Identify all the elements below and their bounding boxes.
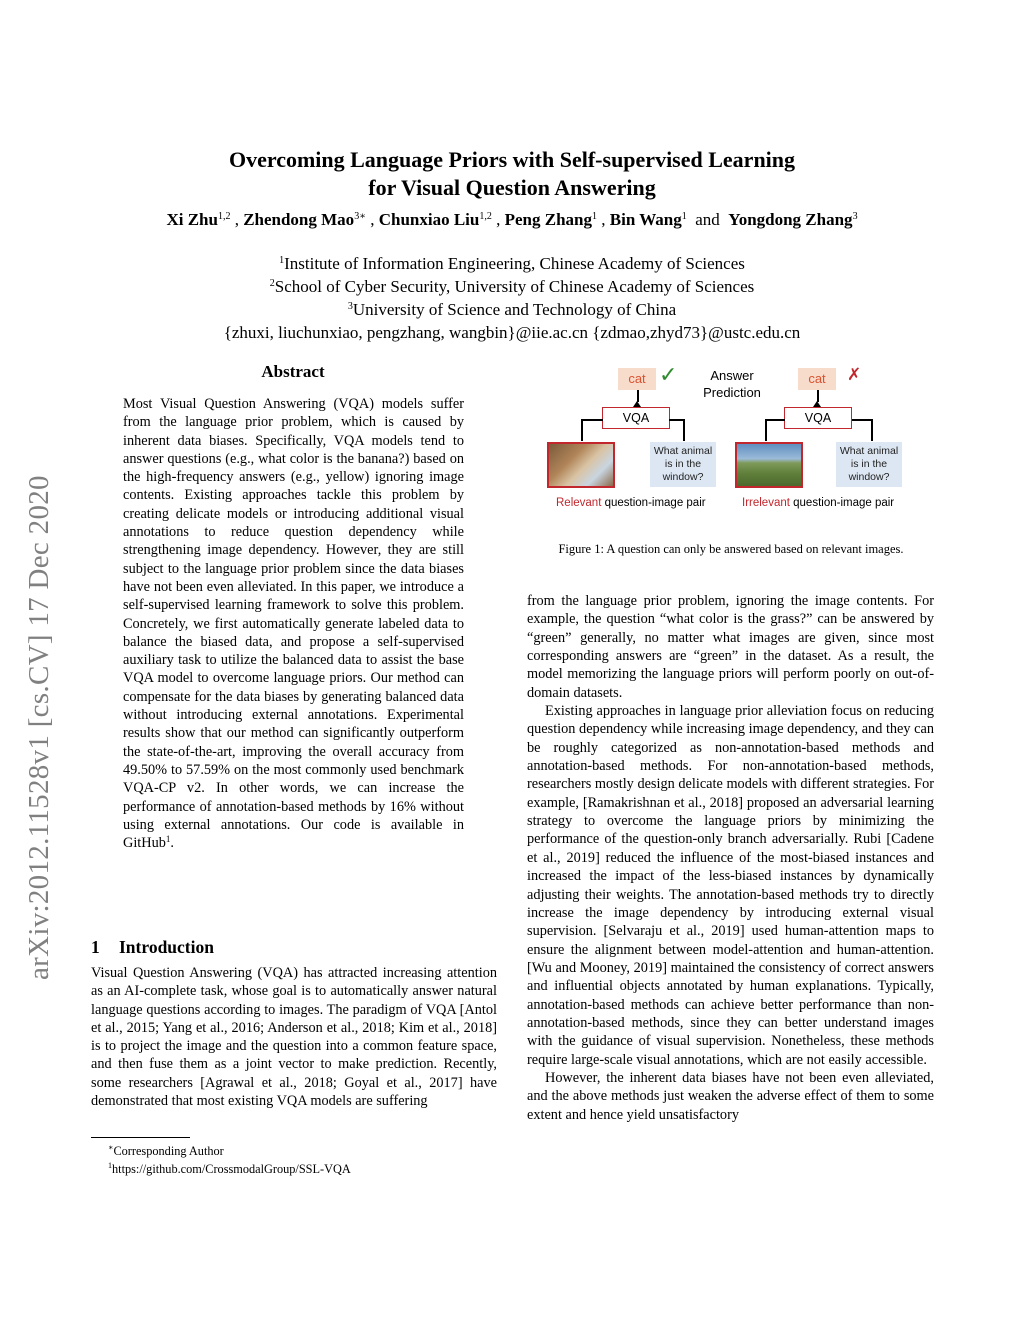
cross-icon: ✗ bbox=[847, 365, 862, 384]
author-name: Xi Zhu bbox=[166, 210, 218, 229]
irrelevant-word: Irrelevant bbox=[742, 497, 790, 509]
author-sup: 1,2 bbox=[217, 211, 231, 222]
aff-sup: 2 bbox=[269, 278, 275, 289]
figure-1 bbox=[538, 362, 928, 522]
connector bbox=[683, 419, 685, 441]
arrow-up-icon bbox=[813, 401, 821, 407]
footnote-link[interactable]: https://github.com/CrossmodalGroup/SSL-VQA bbox=[112, 1162, 351, 1176]
paragraph: Existing approaches in language prior alleviation focus on reducing question dependency while increasing image dependency, and they can be roughly categorized as non-annotation-based methods and annotation-based methods. For non-annotation-based methods, researchers mostly design delicate models with different strategies. For example, [Ramakrishnan et al., 2018] proposed an adversarial learning strategy to overcome the language priors by minimizing the performance of the question-only branch adversarially. Rubi [Cadene et al., 2019] reduced the influence of the most-biased instances and increased the impact of the less-biased instances by dynamically adjusting their weights. The annotation-based methods try to directly increase the image dependency by introducing external visual supervision. [Selvaraju et al., 2019] used human-attention maps to ensure the alignment between model-attention and human-attention. [Wu and Mooney, 2019] maintained the consistency of correct answers and influential objects annotated by human explanations. Typically, annotation-based methods can achieve better performance than non-annotation-based methods, since they can better understand images with the guidance of visual supervision. Nonetheless, these methods require large-scale visual annotations, which are not easily accessible. bbox=[527, 703, 934, 1068]
arrow-up-icon bbox=[633, 401, 641, 407]
intro-paragraph: Visual Question Answering (VQA) has attracted increasing attention as an AI-complete task, whose goal is to automatically answer natural language questions according to images. The paradigm of VQA [Antol et al., 2015; Yang et al., 2016; Anderson et al., 2018; Kim et al., 2018] is to project the image and the question into a common feature space, and then fuse them as a joint vector to make prediction. Recently, some researchers [Agrawal et al., 2018; Goyal et al., 2017] have demonstrated that most existing VQA models are suffering bbox=[91, 965, 497, 1110]
figure-caption: Figure 1: A question can only be answered based on relevant images. bbox=[558, 542, 904, 556]
affiliation: University of Science and Technology of China bbox=[352, 300, 677, 319]
section-heading bbox=[91, 937, 214, 958]
connector bbox=[852, 419, 872, 421]
author-sup: 3 bbox=[852, 211, 858, 222]
emails: {zhuxi, liuchunxiao, pengzhang, wangbin}@iie.ac.cn {zdmao,zhyd73}@ustc.edu.cn bbox=[223, 323, 801, 342]
footnote-rule bbox=[91, 1137, 190, 1138]
arxiv-stamp bbox=[14, 350, 64, 980]
author-sup: 3∗ bbox=[354, 211, 366, 222]
connector bbox=[669, 419, 684, 421]
cat-window-photo bbox=[547, 442, 615, 488]
author-name: Peng Zhang bbox=[504, 210, 593, 229]
and-word: and bbox=[695, 210, 720, 229]
abstract-body bbox=[123, 395, 464, 852]
pair-suffix: question-image pair bbox=[789, 497, 895, 509]
section-number: 1 bbox=[91, 937, 100, 957]
paper-title bbox=[0, 146, 1024, 202]
author-name: Bin Wang bbox=[609, 210, 682, 229]
answer-prediction-label: Answer Prediction bbox=[703, 368, 761, 400]
footnote-mark: ∗ bbox=[108, 1143, 114, 1152]
question-box-right: What animal is in the window? bbox=[836, 442, 902, 487]
connector bbox=[871, 419, 873, 441]
footnote-mark: 1 bbox=[108, 1161, 112, 1170]
connector bbox=[581, 419, 603, 421]
grassland-photo bbox=[735, 442, 803, 488]
pair-label-irrelevant bbox=[742, 497, 894, 509]
answer-box-relevant: cat bbox=[618, 368, 656, 390]
author-name: Yongdong Zhang bbox=[728, 210, 853, 229]
abstract-heading: Abstract bbox=[261, 362, 325, 381]
affiliation: Institute of Information Engineering, Chinese Academy of Sciences bbox=[284, 254, 745, 273]
affiliation: School of Cyber Security, University of Chinese Academy of Sciences bbox=[274, 277, 755, 296]
paragraph: However, the inherent data biases have not been even alleviated, and the above methods just weaken the adverse effect of them to some extent and hence yield unsatisfactory bbox=[527, 1069, 934, 1123]
author-sup: 1 bbox=[592, 211, 598, 222]
paragraph: from the language prior problem, ignoring the image contents. For example, the question “what color is the grass?” can be answered by “green” generally, no matter what images are given, since most corresponding answers are “green” in the dataset. As a result, the model memorizing the language priors will perform poorly on out-of-domain datasets. bbox=[527, 593, 934, 701]
footnote-text: Corresponding Author bbox=[113, 1144, 224, 1158]
pair-label-relevant bbox=[556, 497, 706, 509]
arxiv-id: arXiv:2012.11528v1 [cs.CV] 17 Dec 2020 bbox=[23, 475, 55, 980]
abstract-text: Most Visual Question Answering (VQA) models suffer from the language prior problem, which is caused by inherent data biases. Specifically, VQA models tend to answer questions (e.g., what color is the banana?) based on the high-frequency answers (e.g., yellow) ignoring image contents. Existing approaches tackle this problem by creating delicate models or introducing additional visual annotations to reduce question dependency while strengthening image dependency. However, they are still subject to the language prior problem since the data biases have not been even alleviated. In this paper, we introduce a self-supervised learning framework to solve this problem. Concretely, we first automatically generate labeled data to balance the biased data, and propose a self-supervised auxiliary task to utilize the balanced data to assist the base VQA model to overcome language priors. Our method can compensate for the data biases by generating balanced data without introducing external annotations. Experimental results show that our method can significantly outperform the state-of-the-art, improving the overall accuracy from 49.50% to 57.59% on the most commonly used benchmark VQA-CP v2. In other words, we can increase the performance of annotation-based methods by 16% without using external annotations. Our code is available in GitHub bbox=[123, 396, 464, 852]
check-icon: ✓ bbox=[659, 362, 678, 387]
pair-suffix: question-image pair bbox=[601, 497, 706, 509]
abstract-end: . bbox=[170, 835, 174, 852]
author-name: Zhendong Mao bbox=[243, 210, 355, 229]
author-sup: 1,2 bbox=[479, 211, 492, 222]
author-name: Chunxiao Liu bbox=[378, 210, 480, 229]
affiliations bbox=[0, 252, 1024, 344]
right-column bbox=[527, 592, 934, 1124]
footnotes bbox=[108, 1142, 351, 1178]
section-title: Introduction bbox=[119, 937, 214, 957]
connector bbox=[581, 419, 583, 441]
title-line-2: for Visual Question Answering bbox=[368, 175, 656, 200]
aff-sup: 3 bbox=[347, 301, 353, 312]
connector bbox=[765, 419, 785, 421]
author-sup: 1 bbox=[681, 211, 687, 222]
aff-sup: 1 bbox=[279, 255, 285, 266]
footnote-ref: 1 bbox=[165, 834, 171, 845]
vqa-model-box-left: VQA bbox=[602, 407, 670, 429]
answer-box-irrelevant: cat bbox=[798, 368, 836, 390]
vqa-model-box-right: VQA bbox=[784, 407, 852, 429]
author-list: Xi Zhu$^{1,2}$ , Zhendong Mao$^{3∗}$ , Chunxiao Liu$^{1,2}$ , Peng Zhang$^1$ , Bin Wang$^1$ and Yongdong Zhang$^3$ bbox=[166, 210, 858, 229]
connector bbox=[765, 419, 767, 441]
question-box-left: What animal is in the window? bbox=[650, 442, 716, 487]
relevant-word: Relevant bbox=[556, 497, 602, 509]
title-line-1: Overcoming Language Priors with Self-supervised Learning bbox=[228, 147, 796, 172]
